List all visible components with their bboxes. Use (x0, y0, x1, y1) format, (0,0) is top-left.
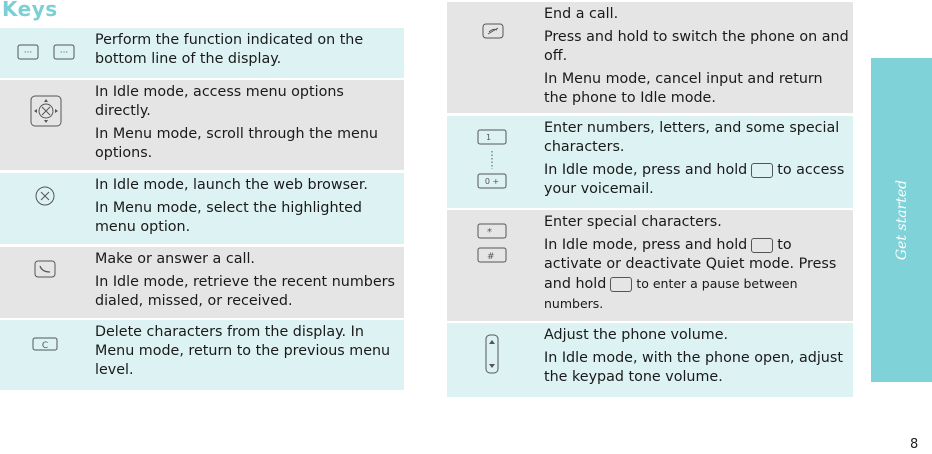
hash-key-label: # (487, 252, 495, 262)
key-description: In Menu mode, cancel input and return the phone to Idle mode. (544, 71, 823, 106)
section-side-tab (871, 58, 932, 382)
key-description: In Menu mode, select the highlighted menu option. (95, 200, 363, 235)
power-end-key-icon (482, 23, 504, 39)
svg-text:···: ··· (59, 48, 69, 58)
key-description: Adjust the phone volume. (544, 327, 729, 343)
key-description: Make or answer a call. (95, 251, 255, 267)
table-row (0, 247, 404, 318)
table-row (0, 80, 404, 170)
soft-keys-icon (17, 44, 75, 60)
table-row (0, 28, 404, 78)
key-description: End a call. (544, 6, 619, 22)
special-keys-icon (477, 223, 507, 263)
section-side-tab-label: Get started (893, 179, 910, 261)
key-zero-label: 0 + (484, 177, 500, 186)
page-title: Keys (2, 0, 58, 21)
svg-text:···: ··· (23, 48, 33, 58)
left-key-table (0, 28, 404, 390)
hash-key-inline-icon (751, 238, 773, 253)
alphanumeric-keys-icon (477, 129, 507, 189)
volume-keys-icon (484, 334, 500, 374)
key-description: In Idle mode, launch the web browser. (95, 177, 368, 193)
key-description: Delete characters from the display. In Menu mode, return to the previous menu level. (95, 324, 391, 378)
table-row (447, 210, 853, 321)
star-key-label: * (487, 227, 492, 238)
key-one-inline-icon (751, 163, 773, 178)
key-description: In Idle mode, with the phone open, adjust the keypad tone volume. (544, 350, 843, 385)
key-description-with-key: In Idle mode, press and hold to activate or deactivate Quiet mode. Press and hold to enter a pause between numbers. (544, 237, 837, 311)
key-description: In Idle mode, access menu options directly. (95, 84, 344, 119)
table-row (447, 116, 853, 208)
key-description-with-key: In Idle mode, press and hold to access your voicemail. (544, 162, 845, 197)
key-description: Enter special characters. (544, 214, 722, 230)
star-key-inline-icon (610, 277, 632, 292)
clear-key-icon (32, 337, 58, 351)
key-description: In Menu mode, scroll through the menu options. (95, 126, 378, 161)
web-access-key-icon (34, 185, 56, 207)
key-description: Perform the function indicated on the bottom line of the display. (95, 32, 364, 67)
clear-key-label: C (41, 341, 49, 351)
table-row (447, 2, 853, 113)
dial-key-icon (34, 260, 56, 278)
key-description: Press and hold to switch the phone on and off. (544, 29, 849, 64)
key-one-label: 1 (486, 133, 492, 142)
page-number: 8 (910, 437, 919, 452)
navigation-key-icon (30, 95, 62, 127)
table-row (447, 323, 853, 397)
table-row (0, 320, 404, 390)
key-description: In Idle mode, retrieve the recent numbers dialed, missed, or received. (95, 274, 395, 309)
right-key-table (447, 2, 853, 397)
table-row (0, 173, 404, 244)
key-description: Enter numbers, letters, and some special characters. (544, 120, 840, 155)
